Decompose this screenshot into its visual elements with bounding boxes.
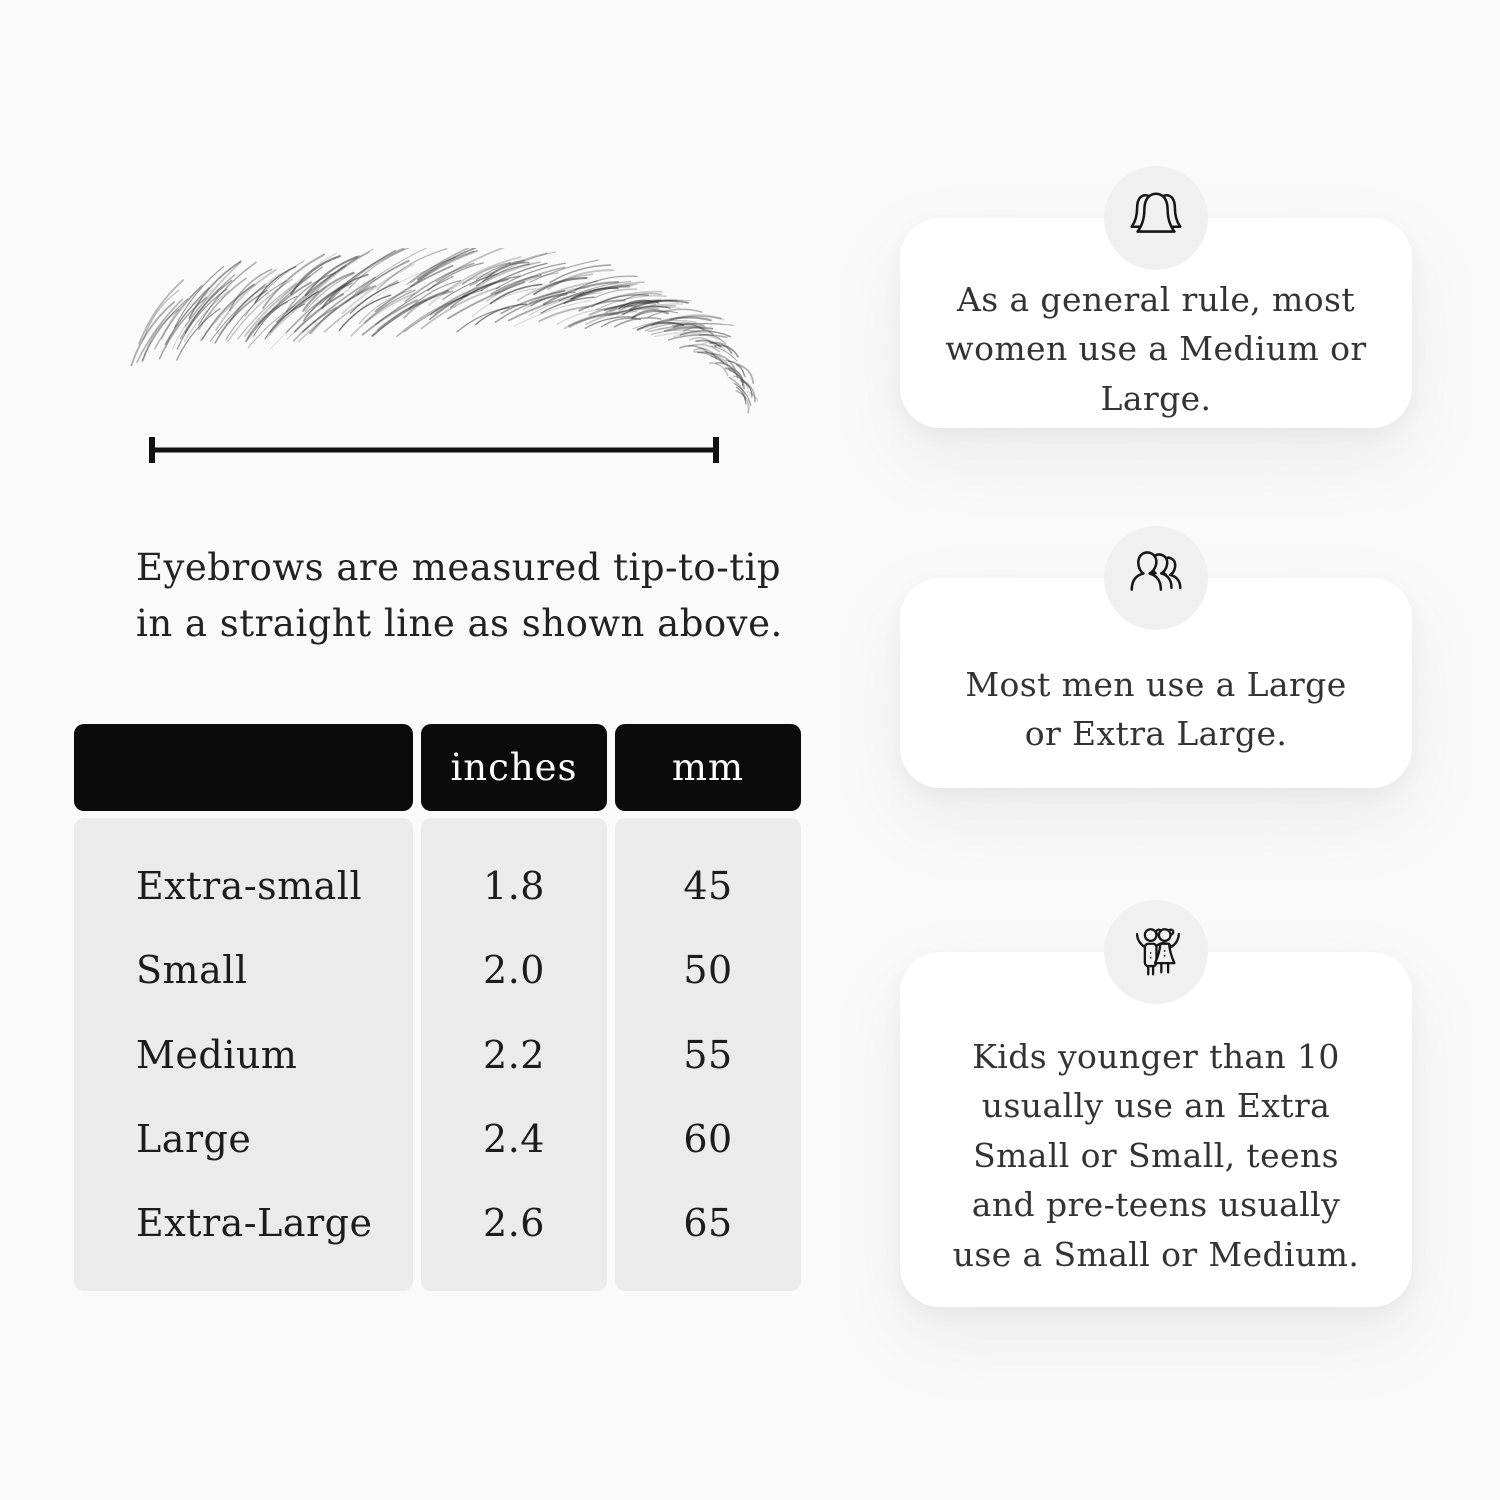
inches-value: 2.0 — [483, 948, 545, 993]
mm-value: 60 — [683, 1116, 733, 1161]
mm-value: 50 — [683, 948, 733, 993]
measurement-caption — [136, 540, 783, 651]
size-label: Medium — [136, 1032, 298, 1077]
header-cell-blank — [74, 724, 413, 811]
info-card-kids — [900, 952, 1412, 1307]
icon-circle — [1104, 526, 1208, 630]
mm-value: 55 — [683, 1032, 733, 1077]
kids-icon — [1125, 921, 1187, 983]
size-label: Large — [136, 1116, 252, 1161]
info-card-men — [900, 578, 1412, 788]
card-text: Most men use a Large or Extra Large. — [965, 664, 1347, 753]
inches-value: 2.6 — [483, 1200, 545, 1245]
size-table-body — [74, 818, 801, 1291]
card-text: As a general rule, most women use a Medium or Large. — [945, 279, 1367, 418]
header-cell-inches: inches — [421, 724, 607, 811]
size-label: Extra-small — [136, 864, 363, 909]
column-inches — [421, 818, 607, 1291]
caption-line-1: Eyebrows are measured tip-to-tip — [136, 546, 782, 589]
column-size-labels — [74, 818, 413, 1291]
column-mm — [615, 818, 801, 1291]
mm-value: 45 — [683, 864, 733, 909]
size-table — [74, 724, 801, 1291]
inches-value: 2.2 — [483, 1032, 545, 1077]
women-group-icon — [1125, 187, 1187, 249]
size-label: Small — [136, 948, 248, 993]
header-cell-mm: mm — [615, 724, 801, 811]
eyebrow-illustration — [118, 248, 758, 423]
inches-value: 2.4 — [483, 1116, 545, 1161]
men-group-icon — [1125, 547, 1187, 609]
measurement-line — [148, 436, 720, 464]
info-card-women — [900, 218, 1412, 428]
icon-circle — [1104, 900, 1208, 1004]
caption-line-2: in a straight line as shown above. — [136, 601, 783, 645]
card-text: Kids younger than 10 usually use an Extra Small or Small, teens and pre-teens usually use a Small or Medium. — [952, 1036, 1360, 1274]
icon-circle — [1104, 166, 1208, 270]
size-label: Extra-Large — [136, 1200, 373, 1245]
inches-value: 1.8 — [483, 864, 545, 909]
size-table-header — [74, 724, 801, 811]
mm-value: 65 — [683, 1200, 733, 1245]
